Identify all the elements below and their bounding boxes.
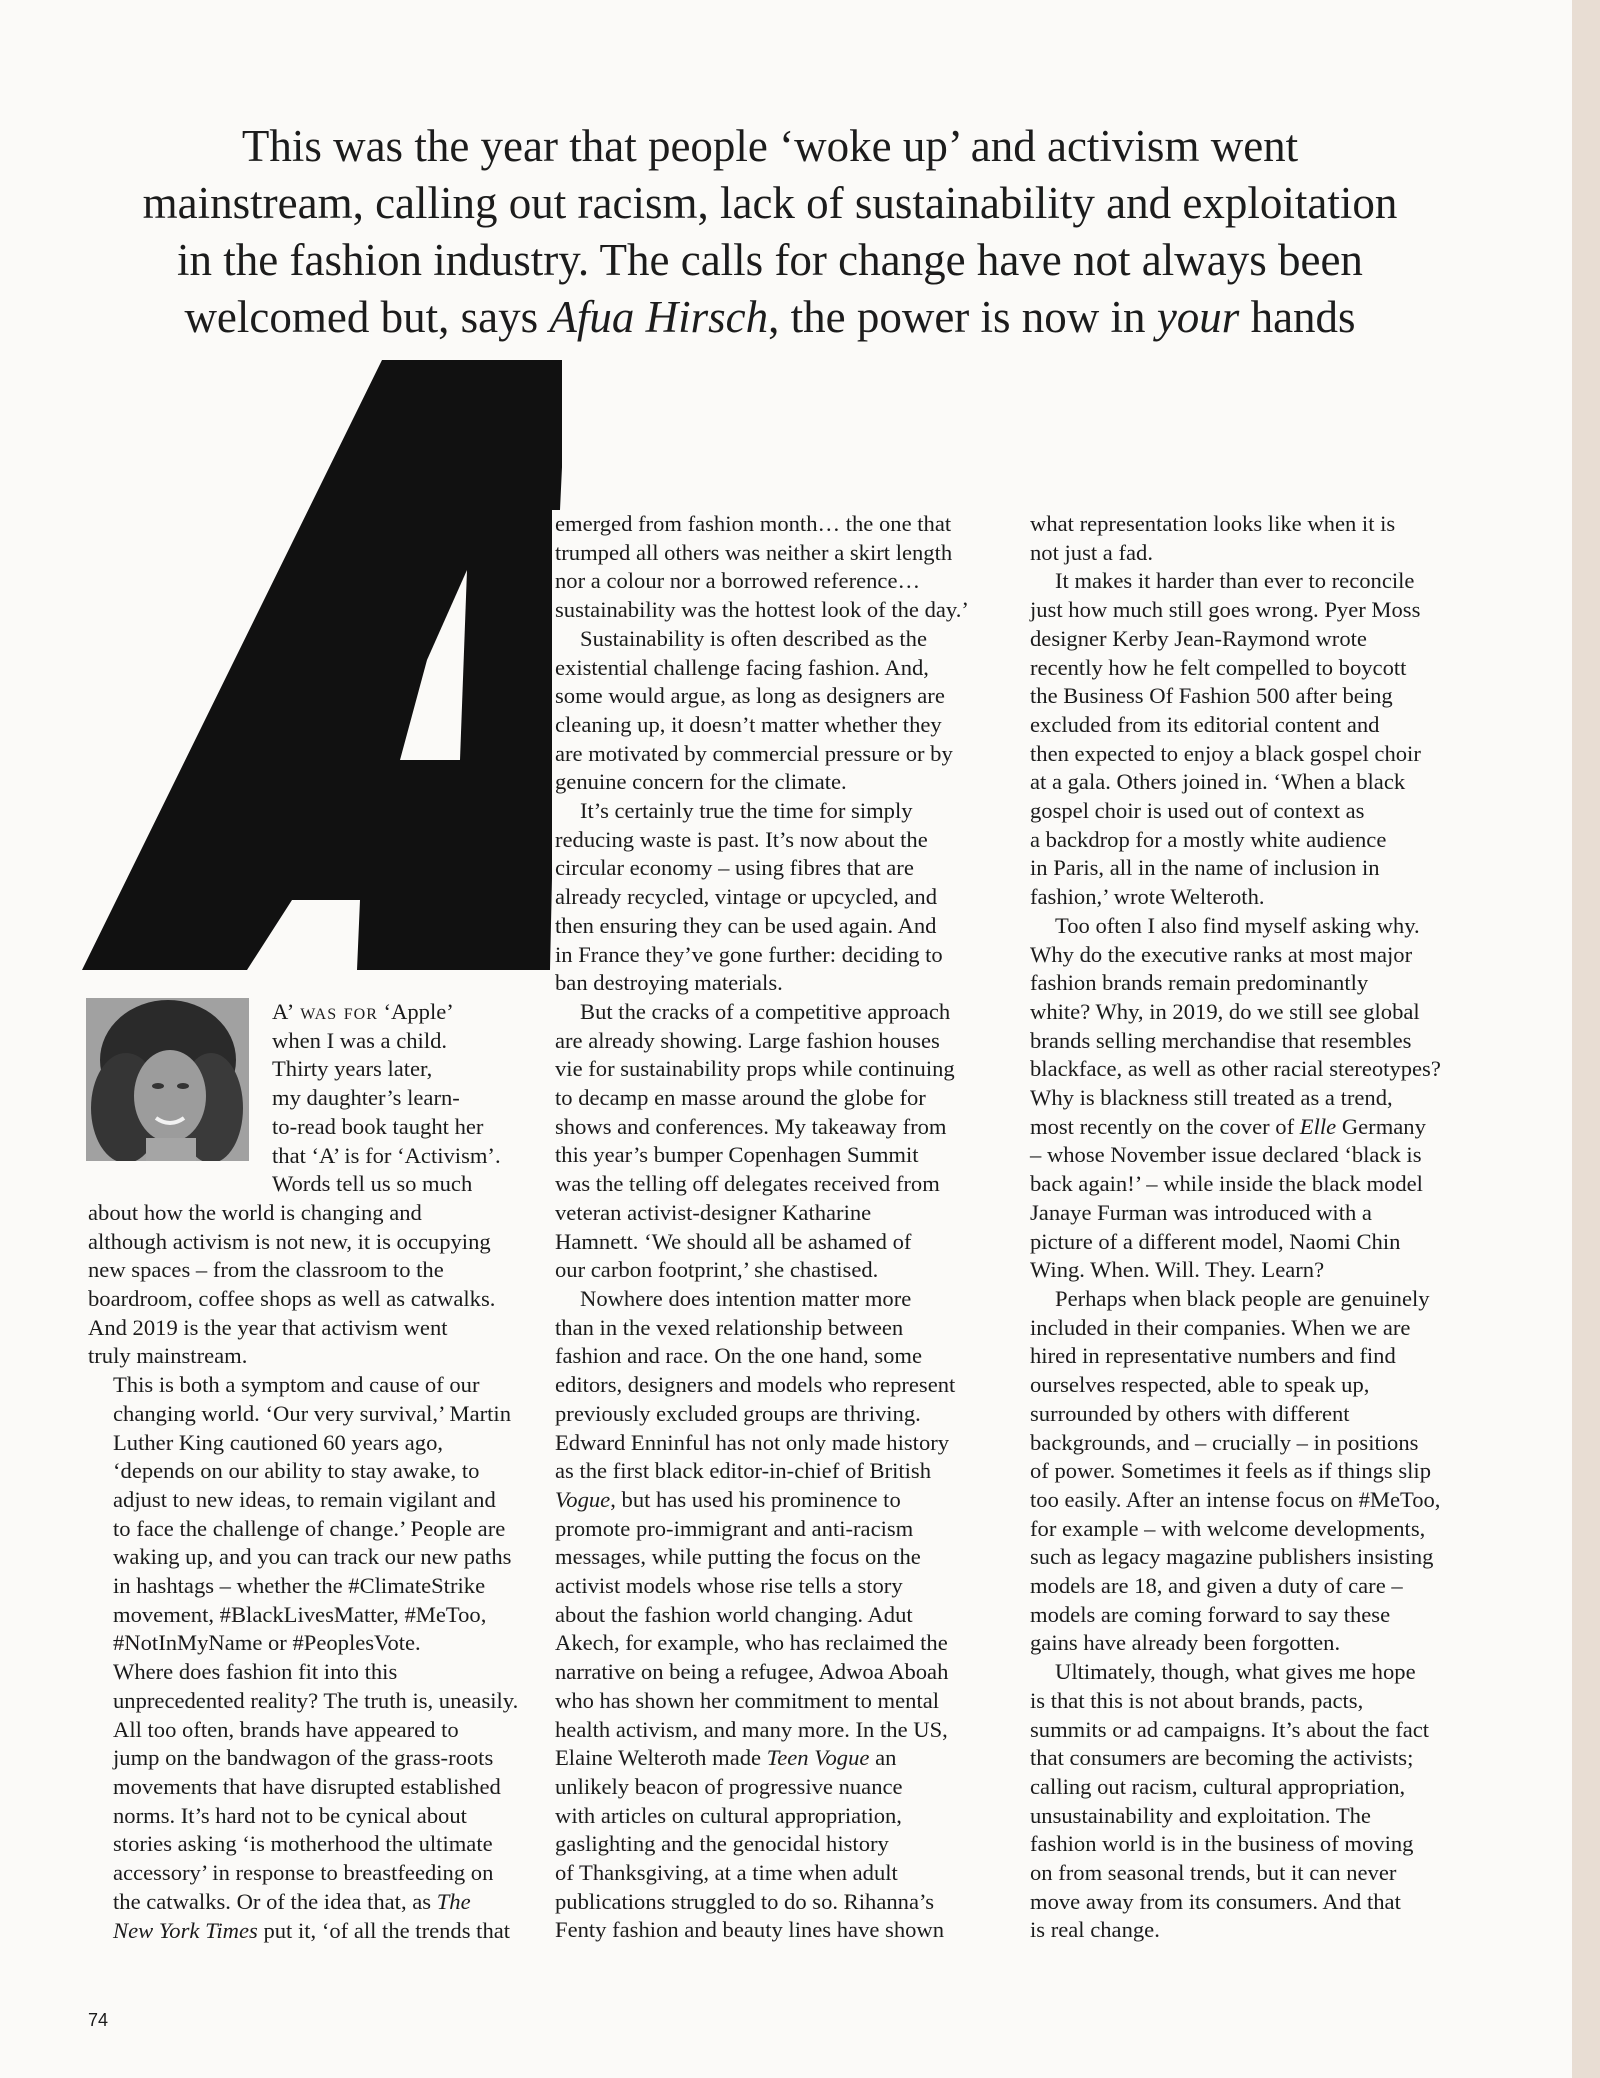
drop-cap-a — [82, 360, 562, 970]
column-1 — [88, 998, 536, 1945]
paragraph: Sustainability is often described as the existential challenge facing fashion. And, some would argue, as long as designers are cleaning up, it doesn’t matter whether they are motivated by commercial pressure or by genuine concern for the climate. — [555, 625, 953, 795]
paragraph: This is both a symptom and cause of our changing world. ‘Our very survival,’ Martin Luther King cautioned 60 years ago, ‘depends on our ability to stay awake, to adjust to new ideas, to remain vigilant and to face the challenge of change.’ People are waking up, and you can track our new paths in hashtags – whether the #ClimateStrike movement, #BlackLivesMatter, #MeToo, #NotInMyName or #PeoplesVote. — [113, 1372, 512, 1656]
standfirst — [110, 118, 1430, 346]
column-2 — [555, 510, 1003, 1945]
standfirst-line: This was the year that people ‘woke up’ and activism went — [241, 121, 1299, 171]
standfirst-line: in the fashion industry. The calls for change have not always been — [177, 235, 1363, 285]
paragraph: Nowhere does intention matter more than in the vexed relationship between fashion and race. On the one hand, some editors, designers and models who represent previously excluded groups are thriving. Edward Enninful has not only made history as the first black editor-in-chief of British Vogue, but has used his prominence to promote pro-immigrant and anti-racism messages, while putting the focus on the activist models whose rise tells a story about the fashion world changing. Adut Akech, for example, who has reclaimed the narrative on being a refugee, Adwoa Aboah who has shown her commitment to mental health activism, and many more. In the US, Elaine Welteroth made Teen Vogue an unlikely beacon of progressive nuance with articles on cultural appropriation, gaslighting and the genocidal history of Thanksgiving, at a time when adult publications struggled to do so. Rihanna’s Fenty fashion and beauty lines have shown — [555, 1285, 956, 1943]
paragraph: emerged from fashion month… the one that trumped all others was neither a skirt length nor a colour nor a borrowed reference… sustainability was the hottest look of the day.’ — [555, 511, 969, 623]
paragraph: Too often I also find myself asking why. Why do the executive ranks at most major fashion brands remain predominantly white? Why, in 2019, do we still see global brands selling merchandise that resembles blackface, as well as other racial stereotypes? Why is blackness still treated as a trend, most recently on the cover of Elle Germany – whose November issue declared ‘black is back again!’ – while inside the black model Janaye Furman was introduced with a picture of a different model, Naomi Chin Wing. When. Will. They. Learn? — [1030, 912, 1441, 1283]
paragraph: It makes it harder than ever to reconcile just how much still goes wrong. Pyer Moss designer Kerby Jean-Raymond wrote recently how he felt compelled to boycott the Business Of Fashion 500 after being excluded from its editorial content and then expected to enjoy a black gospel choir at a gala. Others joined in. ‘When a black gospel choir is used out of context as a backdrop for a mostly white audience in Paris, all in the name of inclusion in fashion,’ wrote Welteroth. — [1030, 568, 1421, 910]
lead-paragraph: A’ was for ‘Apple’ when I was a child. Thirty years later, my daughter’s learn- to-read book taught her that ‘A’ is for ‘Activism’. Words tell us so much — [272, 999, 501, 1197]
standfirst-line: welcomed but, says Afua Hirsch, the power is now in your hands — [184, 292, 1356, 342]
paragraph: Perhaps when black people are genuinely included in their companies. When we are hired in representative numbers and find ourselves respected, able to speak up, surrounded by others with different backgrounds, and – crucially – in positions of power. Sometimes it feels as if things slip too easily. After an intense focus on #MeToo, for example – with welcome developments, such as legacy magazine publishers insisting models are 18, and given a duty of care – models are coming forward to say these gains have already been forgotten. — [1030, 1285, 1441, 1656]
column-3 — [1030, 510, 1478, 1945]
author-name: Afua Hirsch — [549, 292, 769, 342]
lead-small-caps: A’ was for — [272, 999, 378, 1024]
page-edge — [1572, 0, 1600, 2078]
paragraph: It’s certainly true the time for simply reducing waste is past. It’s now about the circular economy – using fibres that are already recycled, vintage or upcycled, and then ensuring they can be used again. And in France they’ve gone further: deciding to ban destroying materials. — [555, 798, 943, 996]
paragraph: But the cracks of a competitive approach are already showing. Large fashion houses vie for sustainability props while continuing to decamp en masse around the globe for shows and conferences. My takeaway from this year’s bumper Copenhagen Summit was the telling off delegates received from veteran activist-designer Katharine Hamnett. ‘We should all be ashamed of our carbon footprint,’ she chastised. — [555, 998, 955, 1283]
paragraph: about how the world is changing and although activism is not new, it is occupying new spaces – from the classroom to the boardroom, coffee shops as well as catwalks. And 2019 is the year that activism went truly mainstream. — [88, 1199, 496, 1369]
paragraph: what representation looks like when it is not just a fad. — [1030, 511, 1396, 565]
standfirst-line: mainstream, calling out racism, lack of sustainability and exploitation — [142, 178, 1398, 228]
page-number: 74 — [88, 2010, 109, 2030]
paragraph: Ultimately, though, what gives me hope is that this is not about brands, pacts, summits or ad campaigns. It’s about the fact that consumers are becoming the activists; calling out racism, cultural appropriation, unsustainability and exploitation. The fashion world is in the business of moving on from seasonal trends, but it can never move away from its consumers. And that is real change. — [1030, 1659, 1430, 1943]
paragraph: Where does fashion fit into this unprecedented reality? The truth is, uneasily. All too often, brands have appeared to jump on the bandwagon of the grass-roots movements that have disrupted established norms. It’s hard not to be cynical about stories asking ‘is motherhood the ultimate accessory’ in response to breastfeeding on the catwalks. Or of the idea that, as The New York Times put it, ‘of all the trends that — [113, 1659, 519, 1943]
